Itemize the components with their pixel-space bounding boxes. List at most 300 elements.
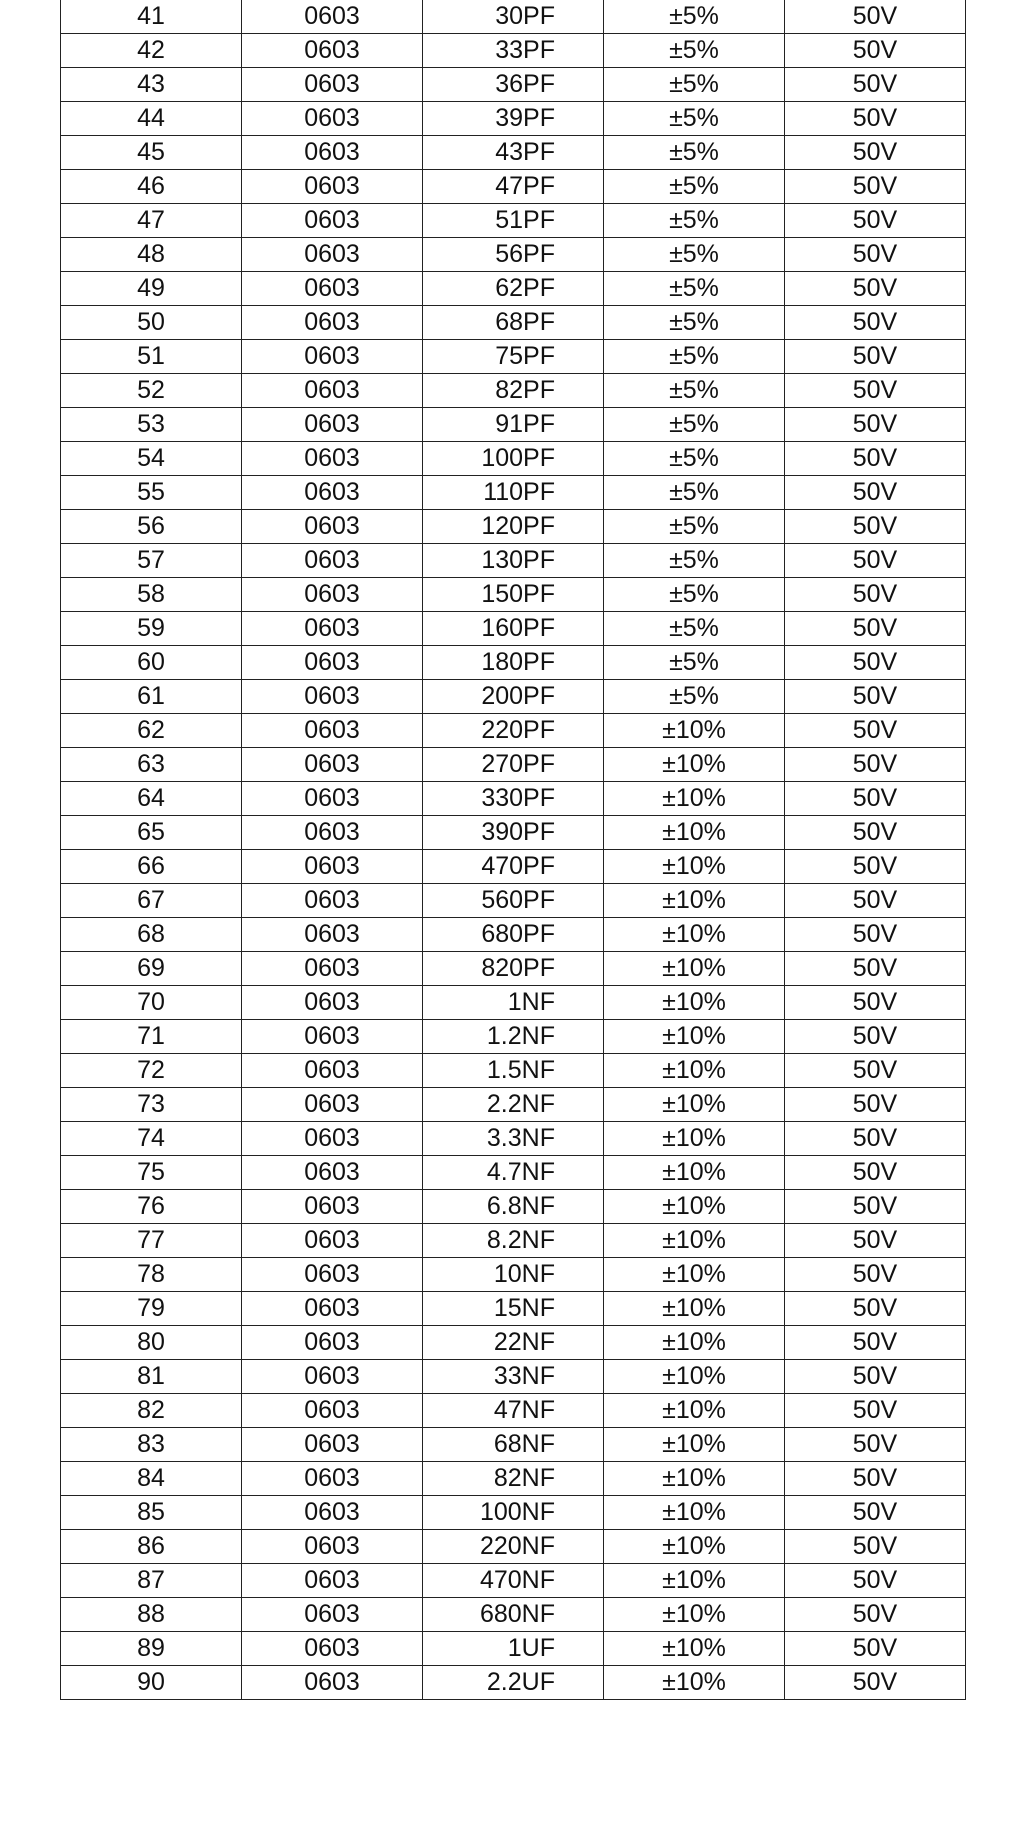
cell-package: 0603 bbox=[242, 68, 423, 102]
table-row bbox=[61, 476, 966, 510]
cell-tolerance: ±10% bbox=[604, 1326, 785, 1360]
cell-capacitance: 100NF bbox=[423, 1496, 604, 1530]
cell-capacitance: 1NF bbox=[423, 986, 604, 1020]
cell-capacitance: 51PF bbox=[423, 204, 604, 238]
cell-capacitance: 36PF bbox=[423, 68, 604, 102]
cell-capacitance: 470PF bbox=[423, 850, 604, 884]
table-body bbox=[61, 0, 966, 1700]
cell-tolerance: ±5% bbox=[604, 544, 785, 578]
table-row bbox=[61, 1394, 966, 1428]
cell-voltage: 50V bbox=[785, 952, 966, 986]
table-row bbox=[61, 238, 966, 272]
cell-capacitance: 680NF bbox=[423, 1598, 604, 1632]
cell-index: 56 bbox=[61, 510, 242, 544]
cell-voltage: 50V bbox=[785, 918, 966, 952]
cell-index: 74 bbox=[61, 1122, 242, 1156]
cell-tolerance: ±5% bbox=[604, 646, 785, 680]
cell-tolerance: ±5% bbox=[604, 204, 785, 238]
cell-capacitance: 130PF bbox=[423, 544, 604, 578]
table-row bbox=[61, 510, 966, 544]
cell-voltage: 50V bbox=[785, 442, 966, 476]
cell-capacitance: 68PF bbox=[423, 306, 604, 340]
cell-voltage: 50V bbox=[785, 850, 966, 884]
cell-capacitance: 330PF bbox=[423, 782, 604, 816]
cell-capacitance: 15NF bbox=[423, 1292, 604, 1326]
cell-package: 0603 bbox=[242, 1428, 423, 1462]
cell-index: 85 bbox=[61, 1496, 242, 1530]
cell-index: 51 bbox=[61, 340, 242, 374]
cell-capacitance: 82PF bbox=[423, 374, 604, 408]
cell-index: 83 bbox=[61, 1428, 242, 1462]
cell-voltage: 50V bbox=[785, 238, 966, 272]
cell-package: 0603 bbox=[242, 374, 423, 408]
cell-package: 0603 bbox=[242, 476, 423, 510]
table-row bbox=[61, 1632, 966, 1666]
cell-tolerance: ±5% bbox=[604, 136, 785, 170]
cell-index: 79 bbox=[61, 1292, 242, 1326]
cell-voltage: 50V bbox=[785, 1360, 966, 1394]
cell-package: 0603 bbox=[242, 272, 423, 306]
cell-tolerance: ±10% bbox=[604, 1224, 785, 1258]
table-row bbox=[61, 1598, 966, 1632]
cell-capacitance: 91PF bbox=[423, 408, 604, 442]
cell-voltage: 50V bbox=[785, 1530, 966, 1564]
cell-voltage: 50V bbox=[785, 136, 966, 170]
cell-package: 0603 bbox=[242, 952, 423, 986]
cell-index: 76 bbox=[61, 1190, 242, 1224]
cell-index: 78 bbox=[61, 1258, 242, 1292]
table-row bbox=[61, 850, 966, 884]
cell-tolerance: ±10% bbox=[604, 918, 785, 952]
cell-capacitance: 1.2NF bbox=[423, 1020, 604, 1054]
cell-voltage: 50V bbox=[785, 1496, 966, 1530]
cell-voltage: 50V bbox=[785, 1122, 966, 1156]
cell-package: 0603 bbox=[242, 918, 423, 952]
cell-tolerance: ±10% bbox=[604, 1394, 785, 1428]
cell-index: 49 bbox=[61, 272, 242, 306]
cell-capacitance: 820PF bbox=[423, 952, 604, 986]
table-row bbox=[61, 1292, 966, 1326]
cell-voltage: 50V bbox=[785, 612, 966, 646]
cell-package: 0603 bbox=[242, 0, 423, 34]
cell-package: 0603 bbox=[242, 1224, 423, 1258]
table-row bbox=[61, 408, 966, 442]
cell-voltage: 50V bbox=[785, 340, 966, 374]
cell-tolerance: ±5% bbox=[604, 102, 785, 136]
cell-package: 0603 bbox=[242, 442, 423, 476]
cell-tolerance: ±10% bbox=[604, 1292, 785, 1326]
cell-voltage: 50V bbox=[785, 476, 966, 510]
table-row bbox=[61, 1360, 966, 1394]
table-row bbox=[61, 680, 966, 714]
cell-index: 46 bbox=[61, 170, 242, 204]
cell-tolerance: ±10% bbox=[604, 1054, 785, 1088]
cell-voltage: 50V bbox=[785, 1326, 966, 1360]
cell-index: 67 bbox=[61, 884, 242, 918]
cell-index: 69 bbox=[61, 952, 242, 986]
cell-package: 0603 bbox=[242, 34, 423, 68]
cell-voltage: 50V bbox=[785, 1666, 966, 1700]
cell-index: 82 bbox=[61, 1394, 242, 1428]
cell-index: 84 bbox=[61, 1462, 242, 1496]
cell-tolerance: ±5% bbox=[604, 68, 785, 102]
cell-index: 53 bbox=[61, 408, 242, 442]
table-row bbox=[61, 748, 966, 782]
cell-capacitance: 150PF bbox=[423, 578, 604, 612]
cell-package: 0603 bbox=[242, 204, 423, 238]
table-row bbox=[61, 204, 966, 238]
table-row bbox=[61, 34, 966, 68]
capacitor-spec-sheet bbox=[60, 0, 965, 1700]
cell-index: 58 bbox=[61, 578, 242, 612]
cell-tolerance: ±5% bbox=[604, 170, 785, 204]
table-row bbox=[61, 136, 966, 170]
cell-tolerance: ±5% bbox=[604, 442, 785, 476]
cell-package: 0603 bbox=[242, 306, 423, 340]
cell-index: 57 bbox=[61, 544, 242, 578]
cell-voltage: 50V bbox=[785, 272, 966, 306]
cell-tolerance: ±5% bbox=[604, 408, 785, 442]
cell-tolerance: ±10% bbox=[604, 1020, 785, 1054]
cell-voltage: 50V bbox=[785, 374, 966, 408]
cell-package: 0603 bbox=[242, 340, 423, 374]
cell-package: 0603 bbox=[242, 578, 423, 612]
cell-tolerance: ±10% bbox=[604, 1666, 785, 1700]
table-row bbox=[61, 306, 966, 340]
cell-voltage: 50V bbox=[785, 0, 966, 34]
cell-capacitance: 160PF bbox=[423, 612, 604, 646]
cell-tolerance: ±10% bbox=[604, 1462, 785, 1496]
cell-tolerance: ±10% bbox=[604, 714, 785, 748]
cell-capacitance: 3.3NF bbox=[423, 1122, 604, 1156]
cell-capacitance: 22NF bbox=[423, 1326, 604, 1360]
table-row bbox=[61, 340, 966, 374]
cell-capacitance: 110PF bbox=[423, 476, 604, 510]
cell-tolerance: ±10% bbox=[604, 986, 785, 1020]
table-row bbox=[61, 782, 966, 816]
cell-index: 68 bbox=[61, 918, 242, 952]
cell-tolerance: ±10% bbox=[604, 952, 785, 986]
table-row bbox=[61, 1326, 966, 1360]
cell-package: 0603 bbox=[242, 170, 423, 204]
cell-capacitance: 47NF bbox=[423, 1394, 604, 1428]
cell-index: 66 bbox=[61, 850, 242, 884]
cell-capacitance: 39PF bbox=[423, 102, 604, 136]
cell-capacitance: 82NF bbox=[423, 1462, 604, 1496]
cell-package: 0603 bbox=[242, 238, 423, 272]
cell-package: 0603 bbox=[242, 102, 423, 136]
cell-voltage: 50V bbox=[785, 680, 966, 714]
cell-voltage: 50V bbox=[785, 1054, 966, 1088]
table-row bbox=[61, 918, 966, 952]
cell-capacitance: 1UF bbox=[423, 1632, 604, 1666]
cell-index: 86 bbox=[61, 1530, 242, 1564]
cell-voltage: 50V bbox=[785, 1598, 966, 1632]
table-row bbox=[61, 986, 966, 1020]
table-row bbox=[61, 1122, 966, 1156]
cell-voltage: 50V bbox=[785, 102, 966, 136]
capacitor-table bbox=[60, 0, 966, 1700]
cell-package: 0603 bbox=[242, 1292, 423, 1326]
cell-package: 0603 bbox=[242, 544, 423, 578]
cell-voltage: 50V bbox=[785, 1428, 966, 1462]
cell-capacitance: 2.2NF bbox=[423, 1088, 604, 1122]
cell-capacitance: 75PF bbox=[423, 340, 604, 374]
table-row bbox=[61, 1530, 966, 1564]
cell-package: 0603 bbox=[242, 850, 423, 884]
cell-tolerance: ±5% bbox=[604, 510, 785, 544]
cell-index: 42 bbox=[61, 34, 242, 68]
cell-tolerance: ±10% bbox=[604, 1496, 785, 1530]
cell-capacitance: 680PF bbox=[423, 918, 604, 952]
table-row bbox=[61, 1190, 966, 1224]
table-row bbox=[61, 1564, 966, 1598]
cell-tolerance: ±10% bbox=[604, 816, 785, 850]
cell-voltage: 50V bbox=[785, 1462, 966, 1496]
cell-index: 70 bbox=[61, 986, 242, 1020]
cell-index: 60 bbox=[61, 646, 242, 680]
table-row bbox=[61, 612, 966, 646]
cell-voltage: 50V bbox=[785, 714, 966, 748]
cell-package: 0603 bbox=[242, 136, 423, 170]
cell-package: 0603 bbox=[242, 816, 423, 850]
cell-voltage: 50V bbox=[785, 1156, 966, 1190]
table-row bbox=[61, 0, 966, 34]
table-row bbox=[61, 714, 966, 748]
cell-capacitance: 200PF bbox=[423, 680, 604, 714]
cell-index: 75 bbox=[61, 1156, 242, 1190]
cell-tolerance: ±10% bbox=[604, 1564, 785, 1598]
cell-voltage: 50V bbox=[785, 1020, 966, 1054]
cell-voltage: 50V bbox=[785, 1190, 966, 1224]
cell-capacitance: 6.8NF bbox=[423, 1190, 604, 1224]
cell-voltage: 50V bbox=[785, 1258, 966, 1292]
cell-index: 87 bbox=[61, 1564, 242, 1598]
cell-index: 89 bbox=[61, 1632, 242, 1666]
cell-tolerance: ±5% bbox=[604, 238, 785, 272]
cell-capacitance: 1.5NF bbox=[423, 1054, 604, 1088]
cell-index: 43 bbox=[61, 68, 242, 102]
table-row bbox=[61, 646, 966, 680]
cell-voltage: 50V bbox=[785, 646, 966, 680]
cell-index: 71 bbox=[61, 1020, 242, 1054]
cell-tolerance: ±10% bbox=[604, 748, 785, 782]
cell-index: 44 bbox=[61, 102, 242, 136]
cell-tolerance: ±5% bbox=[604, 476, 785, 510]
cell-voltage: 50V bbox=[785, 986, 966, 1020]
cell-package: 0603 bbox=[242, 1394, 423, 1428]
cell-package: 0603 bbox=[242, 1462, 423, 1496]
cell-capacitance: 2.2UF bbox=[423, 1666, 604, 1700]
cell-capacitance: 56PF bbox=[423, 238, 604, 272]
cell-package: 0603 bbox=[242, 646, 423, 680]
cell-tolerance: ±10% bbox=[604, 1530, 785, 1564]
table-row bbox=[61, 1428, 966, 1462]
cell-voltage: 50V bbox=[785, 408, 966, 442]
cell-tolerance: ±5% bbox=[604, 680, 785, 714]
table-row bbox=[61, 1156, 966, 1190]
cell-capacitance: 220NF bbox=[423, 1530, 604, 1564]
cell-capacitance: 390PF bbox=[423, 816, 604, 850]
cell-tolerance: ±10% bbox=[604, 1258, 785, 1292]
cell-voltage: 50V bbox=[785, 1088, 966, 1122]
table-row bbox=[61, 1666, 966, 1700]
cell-package: 0603 bbox=[242, 1088, 423, 1122]
cell-index: 59 bbox=[61, 612, 242, 646]
cell-voltage: 50V bbox=[785, 510, 966, 544]
cell-capacitance: 470NF bbox=[423, 1564, 604, 1598]
cell-capacitance: 62PF bbox=[423, 272, 604, 306]
cell-tolerance: ±10% bbox=[604, 782, 785, 816]
cell-voltage: 50V bbox=[785, 544, 966, 578]
cell-tolerance: ±10% bbox=[604, 1632, 785, 1666]
cell-capacitance: 10NF bbox=[423, 1258, 604, 1292]
cell-capacitance: 33PF bbox=[423, 34, 604, 68]
cell-index: 72 bbox=[61, 1054, 242, 1088]
cell-index: 77 bbox=[61, 1224, 242, 1258]
cell-tolerance: ±10% bbox=[604, 1428, 785, 1462]
cell-index: 80 bbox=[61, 1326, 242, 1360]
cell-index: 64 bbox=[61, 782, 242, 816]
cell-package: 0603 bbox=[242, 782, 423, 816]
cell-tolerance: ±10% bbox=[604, 1088, 785, 1122]
cell-tolerance: ±5% bbox=[604, 340, 785, 374]
cell-index: 62 bbox=[61, 714, 242, 748]
cell-voltage: 50V bbox=[785, 816, 966, 850]
cell-capacitance: 270PF bbox=[423, 748, 604, 782]
cell-index: 88 bbox=[61, 1598, 242, 1632]
cell-tolerance: ±5% bbox=[604, 374, 785, 408]
cell-package: 0603 bbox=[242, 1632, 423, 1666]
table-row bbox=[61, 544, 966, 578]
cell-package: 0603 bbox=[242, 408, 423, 442]
cell-package: 0603 bbox=[242, 748, 423, 782]
cell-voltage: 50V bbox=[785, 34, 966, 68]
cell-tolerance: ±5% bbox=[604, 0, 785, 34]
cell-capacitance: 33NF bbox=[423, 1360, 604, 1394]
cell-package: 0603 bbox=[242, 1666, 423, 1700]
cell-capacitance: 4.7NF bbox=[423, 1156, 604, 1190]
cell-package: 0603 bbox=[242, 1156, 423, 1190]
cell-tolerance: ±5% bbox=[604, 578, 785, 612]
cell-package: 0603 bbox=[242, 1020, 423, 1054]
cell-capacitance: 68NF bbox=[423, 1428, 604, 1462]
cell-voltage: 50V bbox=[785, 1224, 966, 1258]
table-row bbox=[61, 578, 966, 612]
cell-package: 0603 bbox=[242, 1564, 423, 1598]
cell-voltage: 50V bbox=[785, 306, 966, 340]
table-row bbox=[61, 374, 966, 408]
table-row bbox=[61, 1258, 966, 1292]
table-row bbox=[61, 68, 966, 102]
cell-package: 0603 bbox=[242, 884, 423, 918]
table-row bbox=[61, 272, 966, 306]
cell-capacitance: 47PF bbox=[423, 170, 604, 204]
cell-index: 47 bbox=[61, 204, 242, 238]
cell-package: 0603 bbox=[242, 680, 423, 714]
cell-tolerance: ±5% bbox=[604, 34, 785, 68]
table-row bbox=[61, 442, 966, 476]
cell-voltage: 50V bbox=[785, 204, 966, 238]
cell-capacitance: 560PF bbox=[423, 884, 604, 918]
cell-index: 54 bbox=[61, 442, 242, 476]
table-row bbox=[61, 816, 966, 850]
cell-index: 55 bbox=[61, 476, 242, 510]
cell-voltage: 50V bbox=[785, 578, 966, 612]
cell-index: 90 bbox=[61, 1666, 242, 1700]
cell-capacitance: 180PF bbox=[423, 646, 604, 680]
cell-package: 0603 bbox=[242, 1122, 423, 1156]
table-row bbox=[61, 1496, 966, 1530]
cell-voltage: 50V bbox=[785, 748, 966, 782]
cell-voltage: 50V bbox=[785, 1292, 966, 1326]
cell-index: 48 bbox=[61, 238, 242, 272]
cell-package: 0603 bbox=[242, 1496, 423, 1530]
cell-index: 52 bbox=[61, 374, 242, 408]
cell-voltage: 50V bbox=[785, 1564, 966, 1598]
cell-package: 0603 bbox=[242, 1258, 423, 1292]
cell-package: 0603 bbox=[242, 1190, 423, 1224]
cell-voltage: 50V bbox=[785, 170, 966, 204]
cell-tolerance: ±10% bbox=[604, 1190, 785, 1224]
cell-index: 61 bbox=[61, 680, 242, 714]
cell-tolerance: ±10% bbox=[604, 1156, 785, 1190]
cell-index: 73 bbox=[61, 1088, 242, 1122]
cell-capacitance: 43PF bbox=[423, 136, 604, 170]
cell-capacitance: 8.2NF bbox=[423, 1224, 604, 1258]
cell-tolerance: ±5% bbox=[604, 272, 785, 306]
table-row bbox=[61, 952, 966, 986]
cell-index: 65 bbox=[61, 816, 242, 850]
table-row bbox=[61, 170, 966, 204]
cell-capacitance: 220PF bbox=[423, 714, 604, 748]
cell-voltage: 50V bbox=[785, 782, 966, 816]
cell-package: 0603 bbox=[242, 510, 423, 544]
table-row bbox=[61, 1224, 966, 1258]
table-row bbox=[61, 1020, 966, 1054]
cell-index: 41 bbox=[61, 0, 242, 34]
cell-voltage: 50V bbox=[785, 1632, 966, 1666]
cell-package: 0603 bbox=[242, 1326, 423, 1360]
cell-package: 0603 bbox=[242, 1598, 423, 1632]
cell-package: 0603 bbox=[242, 1054, 423, 1088]
cell-index: 50 bbox=[61, 306, 242, 340]
cell-capacitance: 30PF bbox=[423, 0, 604, 34]
cell-tolerance: ±10% bbox=[604, 1122, 785, 1156]
cell-tolerance: ±10% bbox=[604, 884, 785, 918]
cell-package: 0603 bbox=[242, 1530, 423, 1564]
cell-tolerance: ±10% bbox=[604, 1360, 785, 1394]
table-row bbox=[61, 1054, 966, 1088]
cell-voltage: 50V bbox=[785, 1394, 966, 1428]
cell-tolerance: ±10% bbox=[604, 1598, 785, 1632]
table-row bbox=[61, 102, 966, 136]
table-row bbox=[61, 884, 966, 918]
table-row bbox=[61, 1088, 966, 1122]
cell-voltage: 50V bbox=[785, 68, 966, 102]
cell-capacitance: 120PF bbox=[423, 510, 604, 544]
cell-index: 63 bbox=[61, 748, 242, 782]
cell-voltage: 50V bbox=[785, 884, 966, 918]
table-row bbox=[61, 1462, 966, 1496]
cell-package: 0603 bbox=[242, 986, 423, 1020]
cell-index: 45 bbox=[61, 136, 242, 170]
cell-capacitance: 100PF bbox=[423, 442, 604, 476]
cell-tolerance: ±10% bbox=[604, 850, 785, 884]
cell-tolerance: ±5% bbox=[604, 612, 785, 646]
cell-index: 81 bbox=[61, 1360, 242, 1394]
cell-package: 0603 bbox=[242, 1360, 423, 1394]
